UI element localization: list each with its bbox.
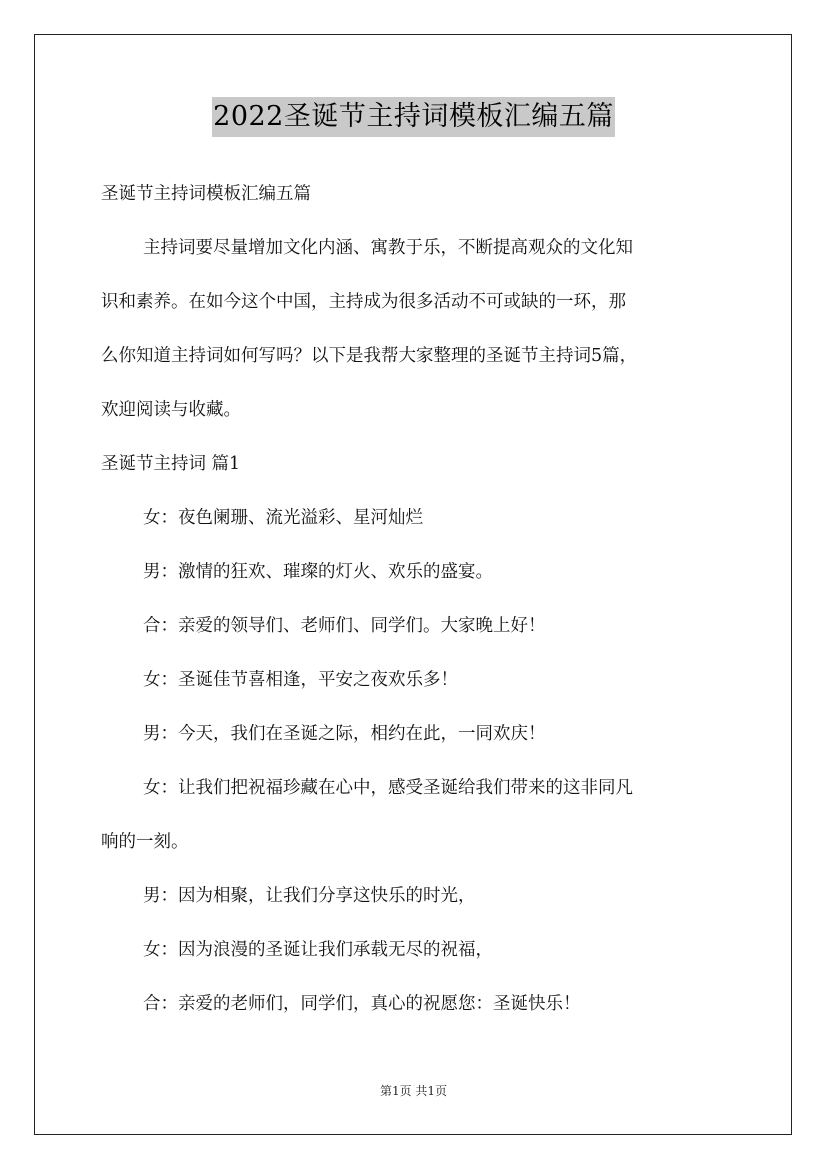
- dialogue-line: 男：激情的狂欢、璀璨的灯火、欢乐的盛宴。: [143, 562, 493, 582]
- document-title: 2022圣诞节主持词模板汇编五篇: [212, 97, 615, 137]
- page-footer: 第1页 共1页: [379, 1084, 448, 1098]
- intro-line-2: 识和素养。在如今这个中国，主持成为很多活动不可或缺的一环，那: [101, 292, 626, 312]
- dialogue-line: 男：今天，我们在圣诞之际，相约在此，一同欢庆！: [143, 724, 546, 744]
- dialogue-line: 男：因为相聚，让我们分享这快乐的时光，: [143, 886, 476, 906]
- title-container: [0, 97, 827, 137]
- intro-line-1: 主持词要尽量增加文化内涵、寓教于乐，不断提高观众的文化知: [143, 238, 633, 258]
- dialogue-line: 女：因为浪漫的圣诞让我们承载无尽的祝福，: [143, 940, 493, 960]
- intro-line-4: 欢迎阅读与收藏。: [101, 400, 241, 420]
- dialogue-line: 女：夜色阑珊、流光溢彩、星河灿烂: [143, 508, 423, 528]
- section-heading: 圣诞节主持词 篇1: [101, 454, 241, 474]
- dialogue-line: 女：让我们把祝福珍藏在心中，感受圣诞给我们带来的这非同凡: [143, 778, 633, 798]
- dialogue-line: 合：亲爱的老师们，同学们，真心的祝愿您：圣诞快乐！: [143, 994, 581, 1014]
- dialogue-line-continuation: 响的一刻。: [101, 832, 189, 852]
- dialogue-line: 女：圣诞佳节喜相逢，平安之夜欢乐多！: [143, 670, 458, 690]
- document-subtitle: 圣诞节主持词模板汇编五篇: [101, 184, 311, 204]
- intro-line-3: 么你知道主持词如何写吗？以下是我帮大家整理的圣诞节主持词5篇，: [101, 346, 638, 366]
- dialogue-line: 合：亲爱的领导们、老师们、同学们。大家晚上好！: [143, 616, 546, 636]
